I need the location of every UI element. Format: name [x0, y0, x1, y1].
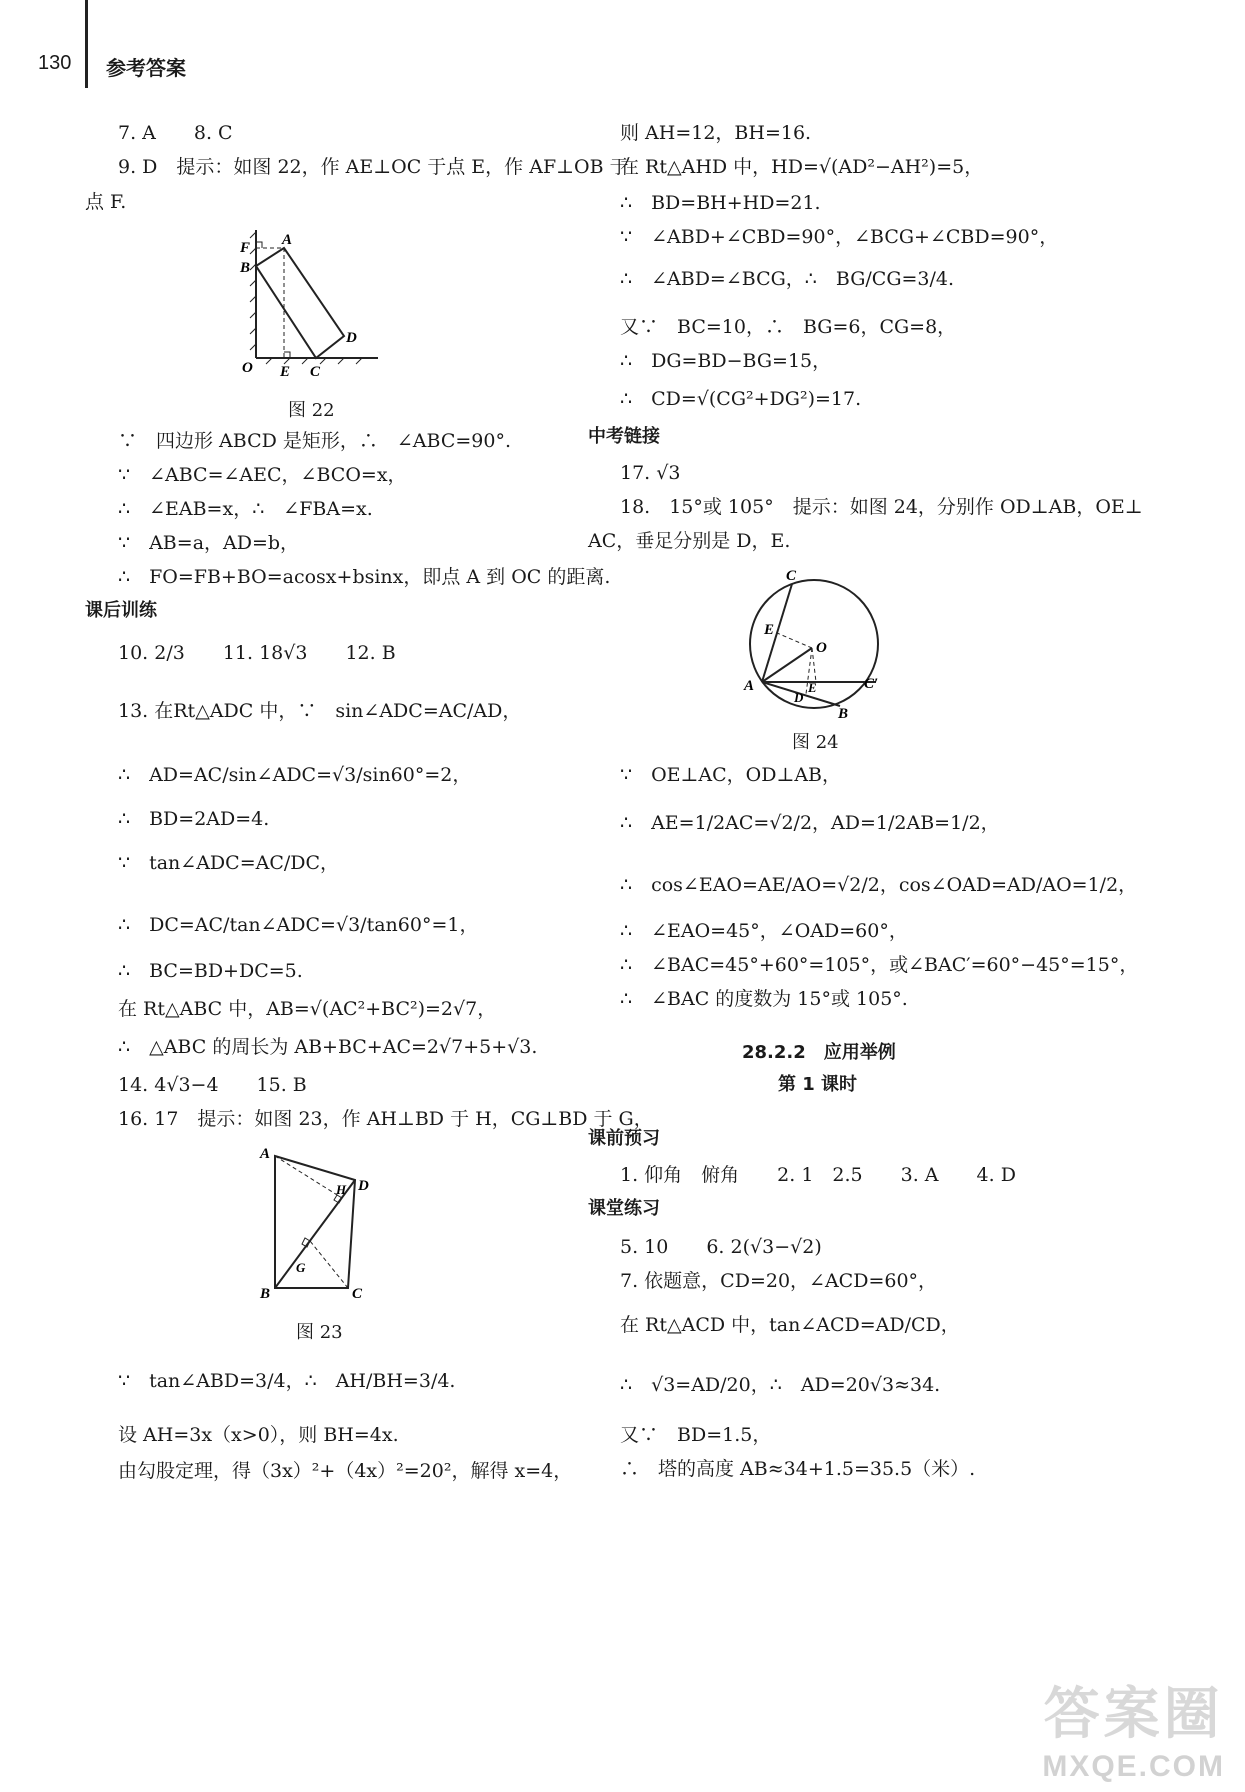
svg-text:O: O: [816, 640, 827, 656]
answer-18: 18. 15°或 105° 提示：如图 24，分别作 OD⊥AB，OE⊥: [620, 496, 1143, 518]
step-line: ∵ tan∠ADC=AC/DC，: [118, 852, 340, 874]
svg-text:C: C: [786, 568, 797, 584]
step-line: ∴ ∠BAC=45°+60°=105°，或∠BAC′=60°−45°=15°，: [620, 954, 1139, 976]
watermark-cn: 答案圈: [1043, 1682, 1224, 1745]
page-title: 参考答案: [106, 56, 186, 80]
step-line: 又∵ BC=10，∴ BG=6，CG=8，: [620, 316, 957, 338]
svg-text:C: C: [310, 364, 321, 380]
section-heading-houxun: 课后训练: [85, 600, 157, 621]
page-number: 130: [38, 52, 72, 74]
step-line: ∴ DG=BD−BG=15，: [620, 350, 832, 372]
svg-text:E: E: [808, 680, 817, 695]
step-line: ∵ ∠ABC=∠AEC，∠BCO=x，: [118, 464, 407, 486]
svg-text:B: B: [260, 1286, 271, 1302]
step-line: ∴ ∠BAC 的度数为 15°或 105°.: [620, 988, 908, 1010]
svg-text:B: B: [240, 260, 251, 276]
svg-text:D: D: [346, 330, 357, 346]
step-line: ∴ √3=AD/20，∴ AD=20√3≈34.: [620, 1374, 941, 1396]
figure-23: [250, 1138, 380, 1303]
step-line: ∴ AE=1/2AC=√2/2，AD=1/2AB=1/2，: [620, 812, 1000, 834]
step-line: 在 Rt△ACD 中，tan∠ACD=AD/CD，: [620, 1314, 960, 1336]
step-line: ∴ 塔的高度 AB≈34+1.5=35.5（米）.: [620, 1458, 976, 1480]
watermark-en: MXQE.COM: [1042, 1750, 1225, 1783]
svg-text:E: E: [280, 364, 291, 380]
answer-7-8: 7. A 8. C: [118, 122, 233, 144]
answer-10-12: 10. 2/3 11. 18√3 12. B: [118, 642, 396, 664]
step-line: ∴ ∠ABD=∠BCG，∴ BG/CG=3/4.: [620, 268, 955, 290]
svg-text:A: A: [260, 1146, 271, 1162]
figure-22: [228, 218, 398, 383]
step-line: ∵ ∠ABD+∠CBD=90°，∠BCG+∠CBD=90°，: [620, 226, 1059, 248]
step-line: ∴ BD=2AD=4.: [118, 808, 270, 830]
answer-14-15: 14. 4√3−4 15. B: [118, 1074, 307, 1096]
answer-13: 13. 在Rt△ADC 中，∵ sin∠ADC=AC/AD，: [118, 700, 522, 722]
step-line: 由勾股定理，得（3x）²+（4x）²=20²，解得 x=4，: [118, 1460, 573, 1482]
step-line: ∴ AD=AC/sin∠ADC=√3/sin60°=2，: [118, 764, 472, 786]
step-line: ∴ DC=AC/tan∠ADC=√3/tan60°=1，: [118, 914, 479, 936]
step-line: 在 Rt△ABC 中，AB=√(AC²+BC²)=2√7，: [118, 998, 497, 1020]
section-heading-kqyx: 课前预习: [588, 1128, 660, 1149]
step-line: ∴ △ABC 的周长为 AB+BC+AC=2√7+5+√3.: [118, 1036, 538, 1058]
answer-5-6: 5. 10 6. 2(√3−√2): [620, 1236, 822, 1258]
svg-text:D: D: [794, 690, 804, 705]
lesson-title: 第 1 课时: [778, 1074, 858, 1095]
answer-7: 7. 依题意，CD=20，∠ACD=60°，: [620, 1270, 938, 1292]
answer-18-cont: AC，垂足分别是 D，E.: [588, 530, 791, 552]
svg-text:O: O: [242, 360, 253, 376]
step-line: ∴ ∠EAB=x，∴ ∠FBA=x.: [118, 498, 373, 520]
header-rule: [85, 0, 88, 88]
svg-text:F: F: [240, 240, 251, 256]
step-line: ∴ cos∠EAO=AE/AO=√2/2，cos∠OAD=AD/AO=1/2，: [620, 874, 1138, 896]
svg-text:E: E: [764, 622, 775, 638]
answer-17: 17. √3: [620, 462, 681, 484]
section-heading-zhongkao: 中考链接: [588, 426, 660, 447]
svg-text:D: D: [358, 1178, 369, 1194]
step-line: ∴ FO=FB+BO=acosx+bsinx，即点 A 到 OC 的距离.: [118, 566, 611, 588]
figure-24-caption: 图 24: [792, 732, 839, 753]
step-line: 又∵ BD=1.5，: [620, 1424, 772, 1446]
step-line: ∴ CD=√(CG²+DG²)=17.: [620, 388, 862, 410]
figure-22-caption: 图 22: [288, 400, 335, 421]
figure-23-caption: 图 23: [296, 1322, 343, 1343]
svg-text:C′: C′: [864, 676, 879, 692]
step-line: ∵ AB=a，AD=b，: [118, 532, 300, 554]
section-title: 28.2.2 应用举例: [742, 1042, 896, 1063]
svg-text:C: C: [352, 1286, 363, 1302]
step-line: 设 AH=3x（x>0），则 BH=4x.: [118, 1424, 399, 1446]
svg-text:A: A: [744, 678, 755, 694]
section-heading-ktlx: 课堂练习: [588, 1198, 660, 1219]
svg-text:H: H: [336, 1182, 347, 1197]
answer-9: 9. D 提示：如图 22，作 AE⊥OC 于点 E，作 AF⊥OB 于: [118, 156, 629, 178]
svg-text:A: A: [282, 232, 293, 248]
answer-9-cont: 点 F.: [85, 191, 127, 213]
answer-16: 16. 17 提示：如图 23，作 AH⊥BD 于 H，CG⊥BD 于 G，: [118, 1108, 653, 1130]
step-line: ∴ BD=BH+HD=21.: [620, 192, 821, 214]
step-line: ∵ 四边形 ABCD 是矩形，∴ ∠ABC=90°.: [118, 430, 512, 452]
svg-text:B: B: [838, 706, 849, 722]
watermark: [1042, 1670, 1225, 1784]
step-line: ∴ BC=BD+DC=5.: [118, 960, 303, 982]
step-line: 则 AH=12，BH=16.: [620, 122, 812, 144]
figure-24: [736, 566, 896, 722]
step-line: ∵ tan∠ABD=3/4，∴ AH/BH=3/4.: [118, 1370, 456, 1392]
step-line: ∵ OE⊥AC，OD⊥AB，: [620, 764, 842, 786]
svg-text:G: G: [296, 1260, 306, 1275]
step-line: ∴ ∠EAO=45°，∠OAD=60°，: [620, 920, 908, 942]
answer-1-4: 1. 仰角 俯角 2. 1 2.5 3. A 4. D: [620, 1164, 1016, 1186]
step-line: 在 Rt△AHD 中，HD=√(AD²−AH²)=5，: [620, 156, 984, 178]
